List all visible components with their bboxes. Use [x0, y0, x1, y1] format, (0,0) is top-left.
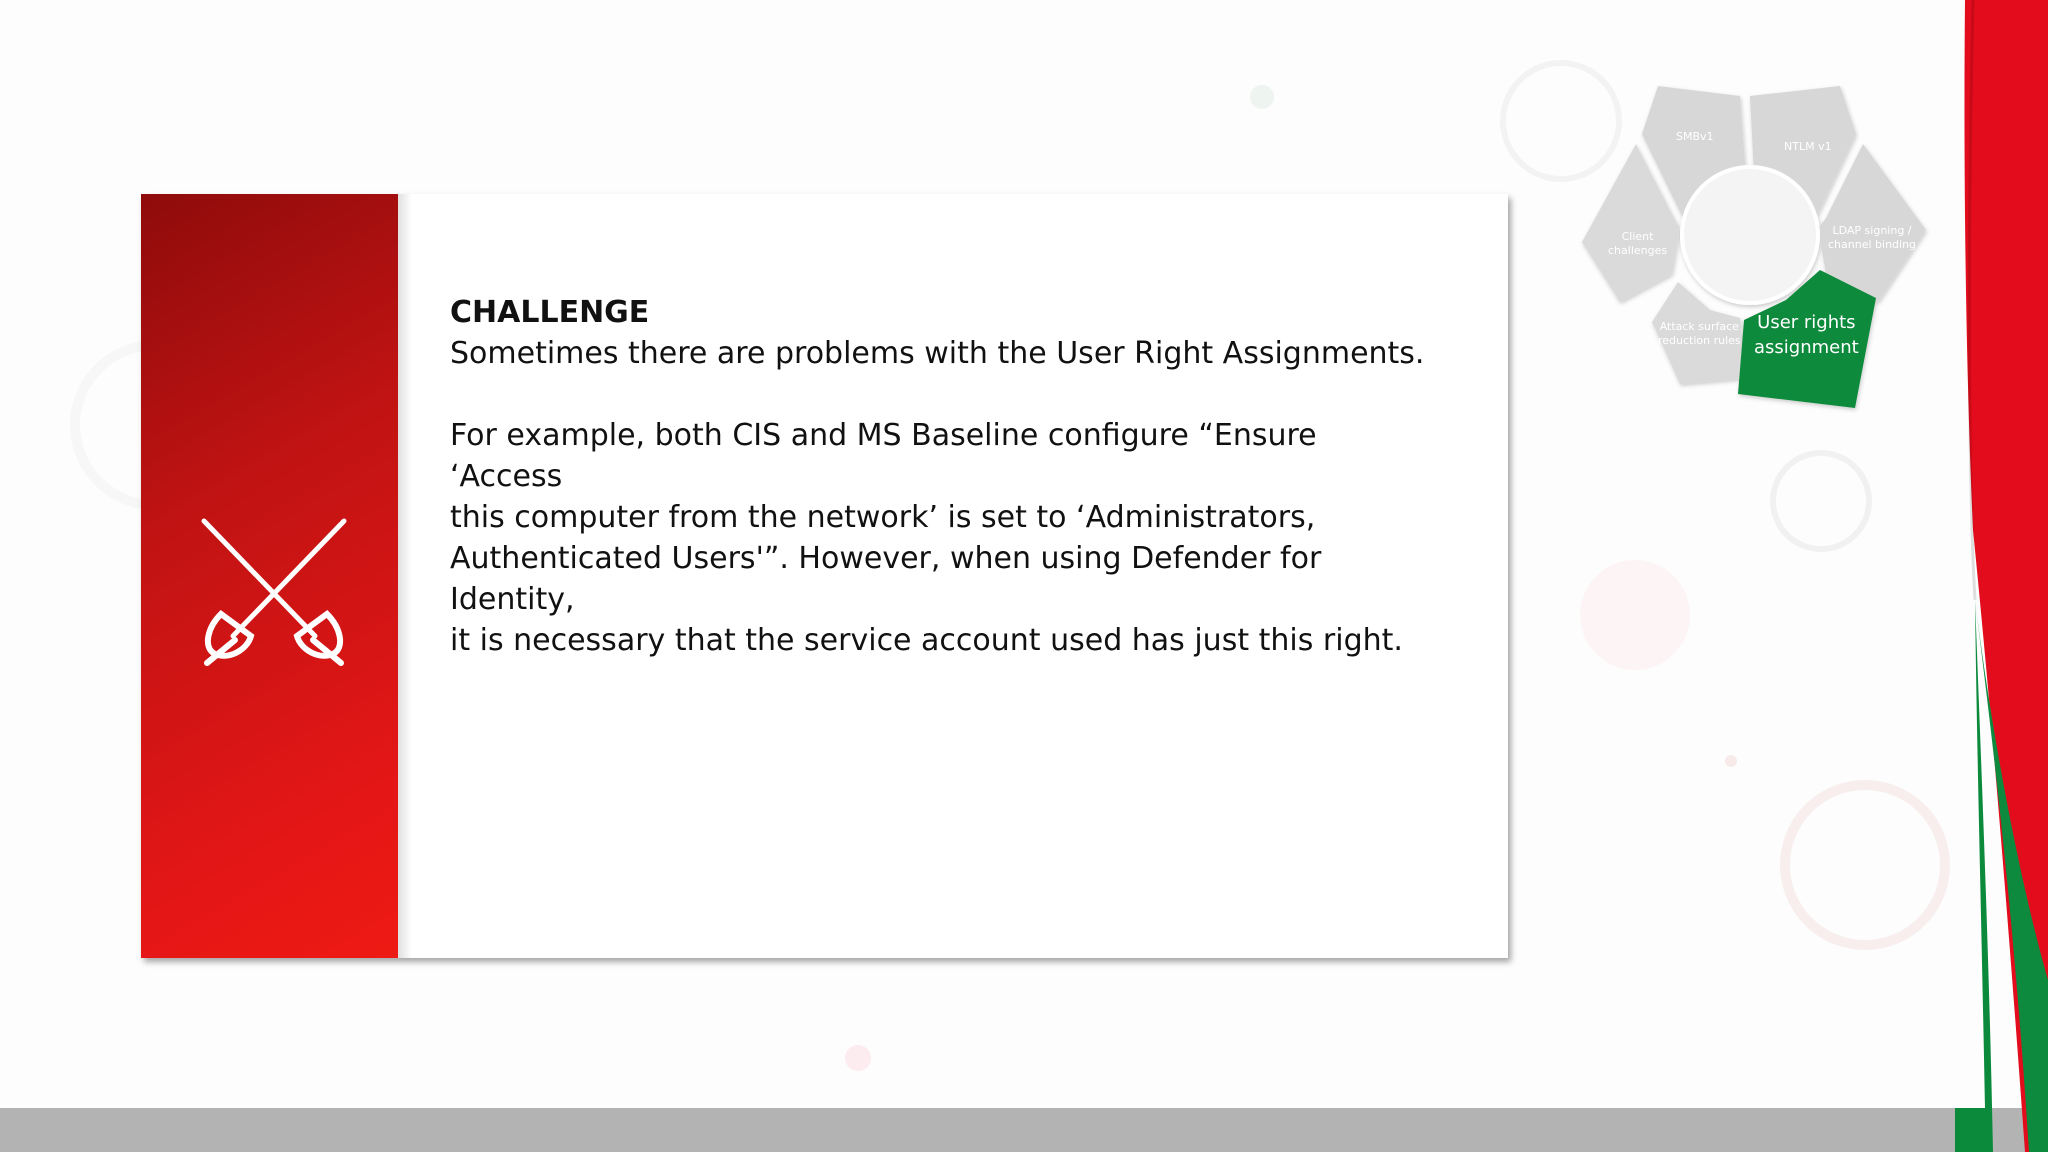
card-line: Authenticated Users'”. However, when using Defender for Identity, [450, 541, 1322, 617]
topic-hexagon-diagram [1570, 78, 1930, 418]
card-heading: CHALLENGE [450, 295, 650, 330]
decorative-dot [845, 1045, 871, 1071]
card-line: this computer from the network’ is set to ‘Administrators, [450, 500, 1316, 535]
segment-label: Client challenges [1608, 230, 1668, 257]
card-line: For example, both CIS and MS Baseline configure “Ensure ‘Access [450, 418, 1317, 494]
brand-ribbons [1955, 0, 2048, 1152]
card-content [450, 292, 1430, 661]
decorative-circle [1580, 560, 1690, 670]
active-segment-label: User rights assignment [1754, 312, 1859, 358]
card-line: Sometimes there are problems with the User Right Assignments. [450, 336, 1425, 371]
segment-label: LDAP signing / channel binding [1828, 224, 1917, 251]
decorative-dot [1250, 85, 1274, 109]
segment-label: NTLM v1 [1784, 140, 1832, 153]
card-accent-bar [141, 194, 398, 958]
segment-label: SMBv1 [1676, 130, 1714, 143]
diagram-center [1682, 167, 1818, 303]
decorative-circle [1770, 450, 1872, 552]
crossed-swords-icon [199, 518, 349, 668]
bottom-band [0, 1108, 2048, 1152]
segment-label: Attack surface reduction rules [1658, 320, 1741, 347]
decorative-dot [1725, 755, 1737, 767]
challenge-card [141, 194, 1508, 958]
decorative-circle [1780, 780, 1950, 950]
card-line: it is necessary that the service account used has just this right. [450, 623, 1403, 658]
